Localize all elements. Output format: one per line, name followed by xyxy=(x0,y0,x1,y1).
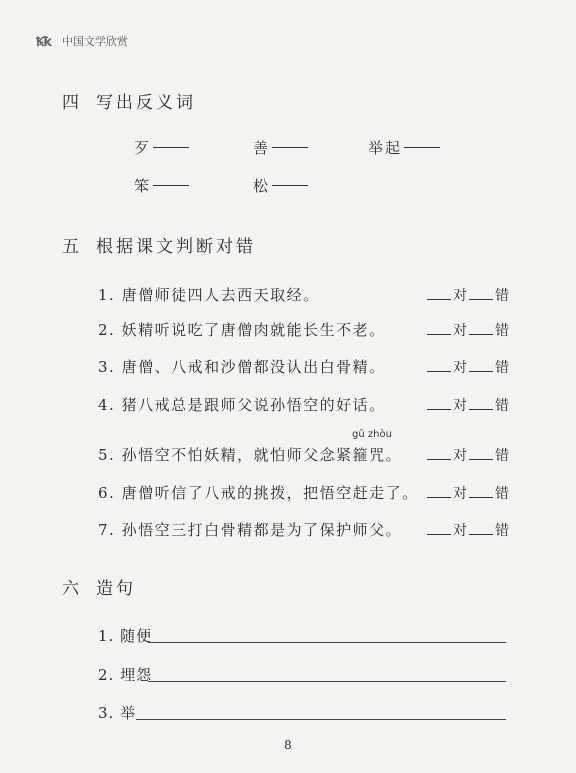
section-5-heading xyxy=(62,232,256,257)
true-label: 对 xyxy=(453,360,467,376)
book-title: 中国文学欣赏 xyxy=(62,35,128,48)
false-blank[interactable] xyxy=(469,534,493,535)
section-6-heading xyxy=(62,574,136,599)
pinyin-annotation: gū zhòu xyxy=(352,429,392,440)
antonym-item xyxy=(368,137,440,158)
statement-3: 3. 唐僧、八戒和沙僧都没认出白骨精。 xyxy=(98,358,386,376)
statement-2: 2. 妖精听说吃了唐僧肉就能长生不老。 xyxy=(98,321,386,339)
sentence-answer-line[interactable] xyxy=(136,719,506,720)
false-blank[interactable] xyxy=(469,299,493,300)
false-blank[interactable] xyxy=(469,497,493,498)
sentence-prompt-1: 1. 随便 xyxy=(98,627,153,645)
statement-5: 5. 孙悟空不怕妖精，就怕师父念紧箍咒。 xyxy=(98,446,403,464)
false-blank[interactable] xyxy=(469,334,493,335)
answer-blank[interactable] xyxy=(153,147,189,148)
section-5-number: 五 xyxy=(62,237,82,257)
antonym-item xyxy=(253,175,308,196)
sentence-answer-line[interactable] xyxy=(148,681,506,682)
true-label: 对 xyxy=(453,523,467,539)
answer-blank[interactable] xyxy=(272,185,308,186)
true-blank[interactable] xyxy=(427,409,451,410)
antonym-word: 歹 xyxy=(134,139,152,157)
series-logo: Ꝅꝁ xyxy=(36,35,51,50)
antonym-word: 举起 xyxy=(368,139,403,157)
true-blank[interactable] xyxy=(427,334,451,335)
false-label: 错 xyxy=(495,360,509,376)
true-label: 对 xyxy=(453,486,467,502)
section-4-title: 写出反义词 xyxy=(96,93,196,113)
antonym-item xyxy=(253,137,308,158)
false-label: 错 xyxy=(495,288,509,304)
statement-4: 4. 猪八戒总是跟师父说孙悟空的好话。 xyxy=(98,396,386,414)
sentence-prompt-3: 3. 举 xyxy=(98,704,137,722)
section-4-heading xyxy=(62,88,196,113)
sentence-prompt-2: 2. 埋怨 xyxy=(98,666,153,684)
false-label: 错 xyxy=(495,523,509,539)
true-label: 对 xyxy=(453,288,467,304)
antonym-item xyxy=(134,175,189,196)
true-label: 对 xyxy=(453,398,467,414)
antonym-word: 松 xyxy=(253,177,271,195)
false-label: 错 xyxy=(495,486,509,502)
true-false-answer[interactable] xyxy=(425,395,509,415)
antonym-word: 笨 xyxy=(134,177,152,195)
true-false-answer[interactable] xyxy=(425,320,509,340)
true-label: 对 xyxy=(453,448,467,464)
true-false-answer[interactable] xyxy=(425,483,509,503)
answer-blank[interactable] xyxy=(404,147,440,148)
antonym-word: 善 xyxy=(253,139,271,157)
true-false-answer[interactable] xyxy=(425,445,509,465)
section-6-title: 造句 xyxy=(96,579,136,599)
section-4-number: 四 xyxy=(62,93,82,113)
statement-7: 7. 孙悟空三打白骨精都是为了保护师父。 xyxy=(98,521,403,539)
false-label: 错 xyxy=(495,398,509,414)
true-false-answer[interactable] xyxy=(425,285,509,305)
false-blank[interactable] xyxy=(469,409,493,410)
true-blank[interactable] xyxy=(427,299,451,300)
statement-1: 1. 唐僧师徒四人去西天取经。 xyxy=(98,286,320,304)
true-blank[interactable] xyxy=(427,371,451,372)
answer-blank[interactable] xyxy=(272,147,308,148)
false-blank[interactable] xyxy=(469,371,493,372)
page-number: 8 xyxy=(284,738,292,752)
false-blank[interactable] xyxy=(469,459,493,460)
true-false-answer[interactable] xyxy=(425,357,509,377)
true-blank[interactable] xyxy=(427,459,451,460)
section-5-title: 根据课文判断对错 xyxy=(96,237,256,257)
true-label: 对 xyxy=(453,323,467,339)
true-blank[interactable] xyxy=(427,534,451,535)
sentence-answer-line[interactable] xyxy=(148,642,506,643)
true-false-answer[interactable] xyxy=(425,520,509,540)
antonym-item xyxy=(134,137,189,158)
false-label: 错 xyxy=(495,323,509,339)
true-blank[interactable] xyxy=(427,497,451,498)
section-6-number: 六 xyxy=(62,579,82,599)
false-label: 错 xyxy=(495,448,509,464)
statement-6: 6. 唐僧听信了八戒的挑拨，把悟空赶走了。 xyxy=(98,484,419,502)
answer-blank[interactable] xyxy=(153,185,189,186)
